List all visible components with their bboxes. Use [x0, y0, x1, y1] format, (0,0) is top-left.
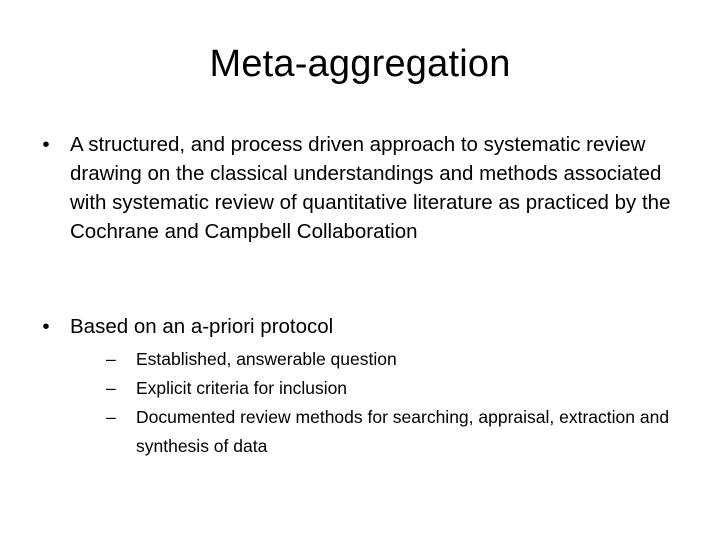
bullet-marker: •: [42, 133, 50, 156]
sub-bullet-item: [70, 403, 676, 461]
bullet-text: A structured, and process driven approach to systematic review drawing on the classical understandings and methods associated with systematic review of quantitative literature as practiced by the Cochrane and Campbell Collaboration: [70, 133, 671, 243]
bullet-item: [36, 312, 676, 461]
bullet-list-1: [36, 130, 676, 246]
bullet-item: [36, 130, 676, 246]
bullet-marker: •: [42, 315, 50, 338]
bullet-list-2: [36, 312, 676, 461]
sub-bullet-text: Established, answerable question: [136, 349, 397, 369]
sub-bullet-item: [70, 374, 676, 403]
bullet-text: Based on an a-priori protocol: [70, 315, 334, 338]
sub-bullet-item: [70, 345, 676, 374]
sub-bullet-text: Explicit criteria for inclusion: [136, 378, 348, 398]
slide-title: Meta-aggregation: [209, 43, 511, 85]
sub-bullet-text: Documented review methods for searching, appraisal, extraction and synthesis of data: [136, 407, 670, 456]
dash-marker: –: [106, 349, 116, 369]
dash-marker: –: [106, 407, 116, 427]
dash-marker: –: [106, 378, 116, 398]
sub-bullet-list: [70, 345, 676, 461]
